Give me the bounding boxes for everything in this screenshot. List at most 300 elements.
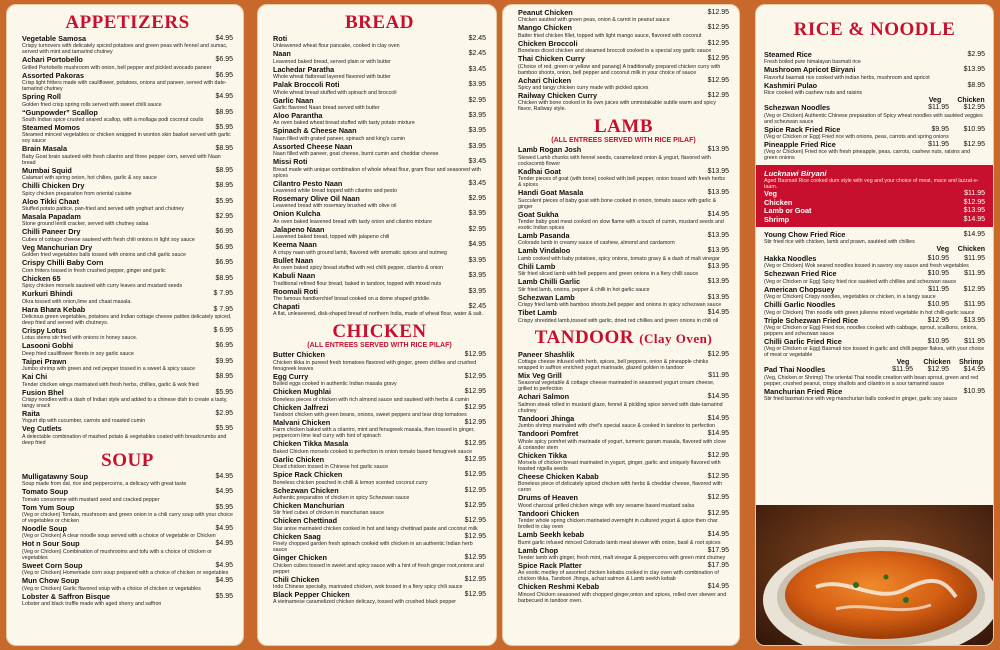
item-name: Garlic Naan	[273, 95, 314, 105]
menu-item-drums-of-heaven	[518, 494, 729, 508]
item-description: Fresh boiled pure himalayan basmati rice	[764, 59, 861, 66]
tandoor-title-main: TANDOOR	[534, 326, 634, 348]
manchurian-price: $10.95	[963, 387, 985, 395]
item-price: $17.95	[707, 561, 729, 569]
item-name: Kashmiri Pulao	[764, 80, 818, 90]
item-name: Chapati	[273, 301, 300, 311]
item-description: Spicy chicken morsels sauteed with curry leaves and mustard seeds	[22, 283, 183, 290]
curry-bowl-image	[756, 505, 993, 645]
menu-item-chilli-chicken-dry	[22, 182, 233, 196]
item-price: $14.95	[707, 414, 729, 422]
item-price: $14.95	[707, 430, 729, 438]
item-price: $12.95	[927, 316, 949, 324]
rice-list-4	[764, 270, 985, 358]
item-price: $8.95	[215, 373, 233, 381]
item-name: Kadhai Goat	[518, 166, 561, 176]
item-name: Achari Portobello	[22, 55, 83, 65]
item-price: $8.95	[215, 166, 233, 174]
item-description: (Veg or Chicken or Egg) Basmati rice tossed in garlic and chilli pepper flakes, with your choice of meat or vegetable	[764, 346, 985, 359]
chicken-continued-list	[518, 9, 729, 112]
item-name: Lamb Pasanda	[518, 231, 570, 241]
item-price: $12.95	[707, 24, 729, 32]
item-price: $3.95	[468, 287, 486, 295]
item-price: $12.95	[464, 388, 486, 396]
item-name: Hot n Sour Soup	[22, 539, 80, 549]
item-name: Chilli Chicken Dry	[22, 181, 85, 191]
item-name: Thai Chicken Curry	[518, 54, 585, 64]
hakka-col-chicken: Chicken	[957, 246, 985, 254]
tandoor-title-note: (Clay Oven)	[639, 330, 713, 346]
item-price: $8.95	[215, 182, 233, 190]
item-name: Lamb Chilli Garlic	[518, 277, 581, 287]
item-description: Chicken sautted with green peas, onion & carrot in peanut sauce	[518, 17, 670, 24]
item-name: Lamb Rogan Josh	[518, 145, 582, 155]
item-price: $12.95	[707, 55, 729, 63]
item-name: Brain Masala	[22, 144, 68, 154]
item-description: Jumbo shrimp with green and red pepper tossed in a sweet & spicy sauce	[22, 366, 196, 373]
hakka-desc: (Veg or Chicken) Wok seared noodles tossed in savory soy sauce and fresh vegetables	[764, 263, 969, 270]
item-price: $14.95	[707, 583, 729, 591]
item-name: Spice Rack Chicken	[273, 470, 343, 480]
appetizers-list	[22, 35, 233, 446]
menu-item-lasooni-gobhi	[22, 342, 233, 356]
menu-item-aloo-parantha	[273, 112, 486, 126]
item-name: Schezwan Noodles	[764, 103, 831, 113]
menu-item-schezwan-fried-rice	[764, 270, 985, 284]
menu-item-missi-roti	[273, 158, 486, 178]
menu-item-hot-n-sour-soup	[22, 540, 233, 560]
menu-item-achari-chicken	[518, 77, 729, 91]
item-name: Chicken Chettinad	[273, 516, 338, 526]
menu-item-raita	[22, 410, 233, 424]
item-price: $4.95	[215, 561, 233, 569]
item-price: $8.95	[967, 81, 985, 89]
menu-item-crispy-chilli-baby-corn	[22, 259, 233, 273]
item-description: Tomato consomme with mustard seed and cracked pepper	[22, 496, 160, 503]
item-name: Egg Curry	[273, 371, 309, 381]
item-name: Chicken Reshmi Kebab	[518, 582, 600, 592]
item-price: $5.95	[215, 592, 233, 600]
item-price: $6.95	[215, 56, 233, 64]
item-description: An exotic medley of assorted chicken kebabs cooked in clay oven with combination of chicken tikka, Tandoori Jhinga, achari salmon & Lamb seekh kebab	[518, 570, 719, 583]
item-name: Spice Rack Platter	[518, 560, 582, 570]
item-description: Boiled eggs cooked in authentic Indian masala gravy	[273, 381, 397, 388]
menu-item-schezwan-chicken	[273, 487, 486, 501]
item-name: Goat Sukha	[518, 209, 559, 219]
item-price: $10.95	[963, 125, 985, 133]
item-description: A delectable combination of mashed potato & vegetables coated with breadcrumbs and deep fried	[22, 433, 227, 446]
pad-price-chicken: $12.95	[927, 366, 949, 374]
item-name: Mango Chicken	[518, 23, 572, 33]
menu-item-lamb-seekh-kebab	[518, 531, 729, 545]
menu-item-brain-masala	[22, 145, 233, 165]
item-price: $5.95	[215, 197, 233, 205]
item-name: Kai Chi	[22, 372, 48, 382]
item-price: $ 6.95	[213, 326, 233, 334]
panel-lamb-tandoor	[502, 4, 740, 646]
biryani-row	[764, 207, 985, 215]
menu-item-veg-cutlets	[22, 425, 233, 445]
item-name: Chili Chicken	[273, 574, 320, 584]
item-name: Crispy Chilli Baby Corn	[22, 258, 104, 268]
menu-item-vegetable-samosa	[22, 35, 233, 55]
item-description: Tender lamb with ginger, fresh mint, malt vinegar & peppercorns with green mint chutney	[518, 554, 726, 561]
item-price: $12.95	[963, 104, 985, 112]
item-name: Tibet Lamb	[518, 308, 557, 318]
menu-item-mun-chow-soup	[22, 577, 233, 591]
item-name: Railway Chicken Curry	[518, 91, 598, 101]
item-description: Crispy shredded lamb,tossed with garlic, dried red chillies and green onions in chili oil	[518, 317, 719, 324]
item-price: $12.95	[707, 39, 729, 47]
item-price: $12.95	[707, 472, 729, 480]
item-description: Cottage cheese infused with herb, spices, bell peppers, onion & pineapple chinks wrapped in saffron enriched yogurt marinade, glazed golden in tandoor	[518, 358, 709, 371]
menu-item-roti	[273, 35, 486, 49]
menu-item-chicken-jalfrezi	[273, 404, 486, 418]
pad-col-veg: Veg	[896, 359, 910, 367]
item-name: Assorted Pakoras	[22, 70, 85, 80]
item-name: Sweet Corn Soup	[22, 560, 83, 570]
menu-item-cilantro-pesto-naan	[273, 180, 486, 194]
tandoor-title	[518, 327, 729, 350]
item-name: Peanut Chicken	[518, 8, 573, 17]
item-price: $12.95	[464, 532, 486, 540]
pad-price-veg: $11.95	[892, 366, 913, 374]
item-name: Chilli Garlic Fried Rice	[764, 336, 842, 346]
item-name: Tandoori Pomfret	[518, 429, 579, 439]
item-description: Crispy turnovers with delicately spiced potatoes and green peas with fennel and sumac, served with mint and tamarind chutney	[22, 43, 228, 56]
menu-item-schezwan-lamb	[518, 294, 729, 308]
item-name: Roti	[273, 34, 288, 43]
item-description: Whole wheat bread stuffed with spinach and broccoli	[273, 89, 397, 96]
menu-item-kadhai-goat	[518, 168, 729, 188]
item-name: Cilantro Pesto Naan	[273, 178, 343, 188]
rice-list-1	[764, 51, 985, 96]
biryani-row	[764, 190, 985, 198]
tandoor-list	[518, 351, 729, 604]
item-price: $3.95	[468, 142, 486, 150]
item-name: Rosemary Olive Oil Naan	[273, 194, 360, 204]
item-name: Aloo Tikki Chaat	[22, 196, 80, 206]
menu-item-spice-rack-fried-rice	[764, 126, 985, 140]
item-name: Keema Naan	[273, 240, 317, 250]
item-description: Batter fried chicken fillet, topped with light mango sauce, flavored with coconut	[518, 32, 702, 39]
menu-item-goat-sukha	[518, 211, 729, 231]
item-price: $8.95	[215, 274, 233, 282]
item-name: Drums of Heaven	[518, 493, 579, 503]
menu-item-chicken-manchurian	[273, 502, 486, 516]
item-description: Traditional refined flour bread, baked in tandoor, topped with mixed nuts	[273, 280, 442, 287]
menu-item-garlic-naan	[273, 97, 486, 111]
item-description: Authentic preparation of chicken in spicy Schezwan sauce	[273, 494, 410, 501]
item-description: Farm chicken baked with a cilantro, mint and fenugreek masala, then tossed in ginger, peppercorn lime leaf curry with hint of spinach	[273, 427, 475, 440]
lamb-title: LAMB	[594, 116, 653, 138]
item-description: Spicy and tangy chicken curry made with pickled spices	[518, 85, 649, 92]
item-description: Stewed Lamb chunks with fennel seeds, caramelized onion & yogurt, flavored with cockscomb flower	[518, 154, 711, 167]
item-description: Stir fried rice with chicken, lamb and prawn, sautéed with chillies	[764, 239, 915, 246]
menu-item-lamb-rogan-josh	[518, 146, 729, 166]
menu-item-peanut-chicken	[518, 9, 729, 23]
biryani-price: $12.95	[963, 198, 985, 206]
pad-price-shrimp: $14.95	[963, 366, 985, 374]
item-name: Taipei Prawn	[22, 356, 67, 366]
item-price: $2.95	[468, 96, 486, 104]
item-description: (Veg or Chicken) Thin noodle with green julienne mixed vegetable in hot chilli-garlic sauce	[764, 309, 975, 316]
item-price: $3.45	[468, 65, 486, 73]
soup-list	[22, 473, 233, 607]
item-price: $9.95	[215, 357, 233, 365]
item-description: Yogurt dip with cucumber, carrots and roasted cumin	[22, 418, 146, 425]
item-description: Spicy chicken preparation from oriental cuisine	[22, 190, 132, 197]
item-description: Star anise marinated chicken cooked in hot and tangy chettinad paste and coconut milk	[273, 525, 478, 532]
item-price: $13.95	[707, 232, 729, 240]
menu-item-keema-naan	[273, 241, 486, 255]
item-price: $12.95	[707, 76, 729, 84]
item-price: $14.95	[963, 231, 985, 239]
item-description: Naan filled with paneer, goat cheese, burnt cumin and cheddar cheese	[273, 151, 439, 158]
item-description: Tender chicken wings marinated with fresh herbs, chillies, garlic & wok fried	[22, 381, 199, 388]
item-name: Crispy Lotus	[22, 325, 67, 335]
menu-item-black-pepper-chicken	[273, 591, 486, 605]
item-name: Naan	[273, 49, 291, 59]
item-description: An oven baked spicy bread stuffed with red chilli pepper, cilantro & onion	[273, 265, 444, 272]
item-name: Paneer Shashlik	[518, 349, 575, 359]
menu-item-mango-chicken	[518, 24, 729, 38]
menu-item-kashmiri-pulao	[764, 82, 985, 96]
hakka-price-veg: $10.95	[927, 254, 949, 262]
soup-title: SOUP	[101, 449, 154, 471]
item-description: Rice cooked with cashew nuts and raisins	[764, 90, 863, 97]
item-description: Burnt garlic infused minced Colorado lamb meat skewer with onion, basil & root spices	[518, 539, 721, 546]
menu-item-lobster-saffron-bisque	[22, 593, 233, 607]
menu-item-mulligatawny-soup	[22, 473, 233, 487]
biryani-option: Veg	[764, 189, 777, 199]
item-name: Chicken Manchurian	[273, 500, 345, 510]
item-description: (Veg or Chicken) Crispy noodles, vegetables or chicken, in a tangy sauce	[764, 294, 936, 301]
item-name: Achari Chicken	[518, 75, 572, 85]
menu-item-lamb-chilli-garlic	[518, 278, 729, 292]
item-description: Leavened baked bread, topped with jalapeno chili	[273, 234, 390, 241]
item-name: Garlic Chicken	[273, 454, 325, 464]
biryani-title: Lucknawi Biryani	[764, 169, 827, 179]
item-price: $12.95	[707, 451, 729, 459]
item-name: Fusion Bhel	[22, 387, 64, 397]
item-name: Missi Roti	[273, 157, 308, 167]
item-name: Tomato Soup	[22, 487, 69, 497]
item-description: (Veg or Chicken or Egg) Fried rice with onions, peas, carrots and spring onions	[764, 134, 949, 141]
rice-title: RICE & NOODLE	[793, 19, 956, 40]
item-description: (Veg or Chicken) Combination of mushrooms and tofu with a choice of chicken or vegetables	[22, 548, 212, 561]
item-name: Chicken Tikka	[518, 450, 567, 460]
item-price: $14.95	[707, 393, 729, 401]
item-name: Chicken Jalfrezi	[273, 402, 329, 412]
col-chicken: Chicken	[957, 97, 985, 105]
biryani-price: $13.95	[963, 207, 985, 215]
menu-item-chapati	[273, 303, 486, 317]
item-description: Leavened baked bread, served plain or with butter	[273, 58, 391, 65]
item-description: South Indian spice crusted seared scallop, with a mollaga podi coconut coulis	[22, 117, 204, 124]
item-description: Deep fried cauliflower florets in soy garlic sauce	[22, 350, 134, 357]
menu-item-chili-lamb	[518, 263, 729, 277]
rice-list-3	[764, 231, 985, 245]
bread-list	[273, 35, 486, 317]
item-price: $4.95	[215, 472, 233, 480]
menu-item-assorted-pakoras	[22, 72, 233, 92]
item-price: $4.95	[215, 540, 233, 548]
item-name: Chili Lamb	[518, 261, 556, 271]
item-name: Black Pepper Chicken	[273, 590, 350, 599]
item-name: Butter Chicken	[273, 350, 325, 360]
item-price: $17.95	[707, 546, 729, 554]
menu-item-tandoori-jhinga	[518, 415, 729, 429]
menu-item-chicken-chettinad	[273, 517, 486, 531]
item-name: Cheese Chicken Kabab	[518, 471, 599, 481]
item-description: (Veg or Chicken or Egg) Spicy fried rice sautéed with chillies and schezwan sauce	[764, 278, 957, 285]
item-description: Unleavened wheat flour pancake, cooked in clay oven	[273, 43, 400, 50]
item-price: $2.45	[468, 302, 486, 310]
item-name: Kurkuri Bhindi	[22, 289, 73, 299]
item-name: Lachedar Paratha	[273, 64, 335, 74]
item-description: A flat, unleavened, disk-shaped bread of northern India, made of wheat flour, water & salt.	[273, 311, 483, 318]
item-name: Noodle Soup	[22, 523, 67, 533]
chicken-title: CHICKEN	[332, 321, 427, 343]
item-price: $12.95	[464, 455, 486, 463]
menu-item-chicken-broccoli	[518, 40, 729, 54]
item-description: A vietnamese caramelized chicken delicacy, tossed with crushed black pepper	[273, 599, 457, 606]
item-name: Malvani Chicken	[273, 417, 331, 427]
item-price: $5.95	[215, 425, 233, 433]
item-price: $12.95	[963, 141, 985, 149]
item-price: $12.95	[464, 418, 486, 426]
menu-item-aloo-tikki-chaat	[22, 198, 233, 212]
item-price: $6.95	[215, 228, 233, 236]
biryani-box	[756, 165, 993, 227]
item-price: $3.95	[468, 127, 486, 135]
item-price: $2.45	[468, 35, 486, 42]
appetizers-title: APPETIZERS	[65, 12, 190, 33]
item-name: Bullet Naan	[273, 255, 314, 265]
item-name: Young Chow Fried Rice	[764, 230, 846, 240]
item-price: $11.95	[928, 285, 949, 293]
col-veg: Veg	[928, 97, 942, 105]
menu-item-taipei-prawn	[22, 358, 233, 372]
item-price: $12.95	[707, 9, 729, 16]
chicken-subtitle: (ALL ENTREES SERVED WITH RICE PILAF)	[307, 342, 452, 350]
item-name: Chicken Mughlai	[273, 387, 331, 397]
item-description: Minced Chicken seasoned with chopped ginger,onion and spices, rolled over skewer and barbecued in tandoor oven.	[518, 591, 727, 604]
menu-item-butter-chicken	[273, 351, 486, 371]
menu-item-assorted-cheese-naan	[273, 143, 486, 157]
menu-item-hakka	[764, 246, 985, 269]
item-price: $8.95	[215, 108, 233, 116]
item-price: $5.95	[215, 124, 233, 132]
menu-item-chicken-tikka	[518, 452, 729, 472]
item-price: $12.95	[707, 509, 729, 517]
item-description: Salmon steak rolled in mustard glaze, fennel & pickling spice served with date-tamarind chutney	[518, 401, 723, 414]
item-price: $12.95	[707, 494, 729, 502]
item-description: Crisp light fritters made with cauliflower, potatoes, onions and paneer, served with date-tamarind chutney	[22, 80, 227, 93]
item-description: Chicken tikka in pureed fresh tomatoes flavored with ginger, green chillies and crushed fenugreek leaves	[273, 359, 477, 372]
item-name: Schezwan Chicken	[273, 485, 339, 495]
panel-appetizers-soup	[6, 4, 244, 646]
item-price: $13.95	[707, 247, 729, 255]
item-price: $12.95	[464, 351, 486, 359]
item-description: Stir fried lamb, onions, pepper & chilli in hot garlic sauce	[518, 286, 650, 293]
item-price: $4.95	[215, 93, 233, 101]
item-name: Pineapple Fried Rice	[764, 140, 836, 150]
item-name: American Chopsuey	[764, 284, 835, 294]
item-price: $10.95	[927, 337, 949, 345]
item-description: Tender baby goat meat cooked on slow flame with a touch of cumin, mustard seeds and exotic Indian spices	[518, 219, 724, 232]
hakka-name: Hakka Noodles	[764, 253, 817, 263]
item-description: A crispy naan with ground lamb, flavored with aromatic spices and nutmeg	[273, 249, 448, 256]
item-price: $11.95	[928, 141, 949, 149]
menu-item-chicken-saag	[273, 533, 486, 553]
menu-item-chili-chicken	[273, 576, 486, 590]
item-name: “Gunpowder” Scallop	[22, 107, 98, 117]
item-price: $ 7.95	[213, 290, 233, 298]
item-description: Crispy fried lamb with bamboo shoots,bell pepper and onions in spicy schezwan sauce	[518, 302, 722, 309]
item-description: An oven baked wheat bread stuffed with tasty potato mixture	[273, 120, 415, 127]
menu-item-chicken-65	[22, 275, 233, 289]
menu-item-naan	[273, 50, 486, 64]
item-price: $14.95	[707, 531, 729, 539]
item-description: Delicious green vegetables, potatoes and Indian cottage cheese patties delicately spiced, deep fried and served with chutneys.	[22, 313, 232, 326]
menu-item-mumbai-squid	[22, 167, 233, 181]
item-description: Seasonal vegetable & cottage cheese marinated in seasoned yogurt cream cheese, grilled to perfection	[518, 380, 715, 393]
item-description: Leavened bread with rosemary brushed with olive oil	[273, 203, 397, 210]
item-price: $4.95	[215, 524, 233, 532]
item-description: (Veg or Chicken) Garlic flavored soup with a choice of chicken or vegetables	[22, 585, 201, 592]
menu-item-spice-rack-chicken	[273, 471, 486, 485]
menu-item-railway-chicken-curry	[518, 92, 729, 112]
item-name: Achari Salmon	[518, 392, 570, 402]
menu-item-lachedar-paratha	[273, 66, 486, 80]
item-price: $6.95	[215, 71, 233, 79]
manchurian-desc: Stir fried basmati rice with veg manchurian balls cooked in ginger, garlic soy sauce	[764, 396, 958, 403]
item-price: $2.45	[468, 50, 486, 58]
item-price: $11.95	[708, 371, 729, 379]
item-description: Naan filled with grated paneer, spinach and king's cumin	[273, 135, 406, 142]
item-price: $2.95	[468, 195, 486, 203]
item-name: Chicken Saag	[273, 531, 321, 541]
menu-item-fusion-bhel	[22, 389, 233, 409]
item-price: $9.95	[931, 125, 949, 133]
menu-item-spice-rack-platter	[518, 562, 729, 582]
menu-item-jalapeno-naan	[273, 226, 486, 240]
menu-item-mushroom-apricot-biryani	[764, 66, 985, 80]
item-description: Boneless pieces of chicken with rich almond sauce and sauteed with herbs & cumin	[273, 396, 470, 403]
menu-item-mix-veg-grill	[518, 372, 729, 392]
item-price: $13.95	[707, 293, 729, 301]
item-description: Boneless piece of delicately spiced chicken with herbs & cheddar cheese, flavored with caron	[518, 481, 723, 494]
item-price: $3.45	[468, 179, 486, 187]
lamb-subtitle: (ALL ENTREES SERVED WITH RICE PILAF)	[551, 137, 696, 145]
pad-desc: (Veg, Chicken or Shrimp) The oriental Thai noodle creation with bean sprout, green and red pepper, crushed peanut, crispy shallots and cilantro in a sour tamarind sauce	[764, 374, 979, 387]
item-description: Steamed minced vegetables or chicken wrapped in wonton skin basket served with garlic soy sauce	[22, 132, 231, 145]
item-price: $11.95	[964, 301, 985, 309]
item-price: $12.95	[464, 575, 486, 583]
item-name: Lobster & Saffron Bisque	[22, 591, 110, 601]
menu-item-veg-manchurian-dry	[22, 244, 233, 258]
biryani-option: Lamb or Goat	[764, 206, 812, 216]
rice-list-2	[764, 104, 985, 161]
item-description: Chicken cubes tossed in sweet and spicy sauce with a hint of fresh ginger root,onions and pepper	[273, 562, 484, 575]
menu-item-tibet-lamb	[518, 309, 729, 323]
biryani-rows	[764, 190, 985, 224]
menu-item-chilli-garlic-noodles	[764, 301, 985, 315]
item-name: Roomali Roti	[273, 286, 318, 296]
item-price: $12.95	[707, 92, 729, 100]
